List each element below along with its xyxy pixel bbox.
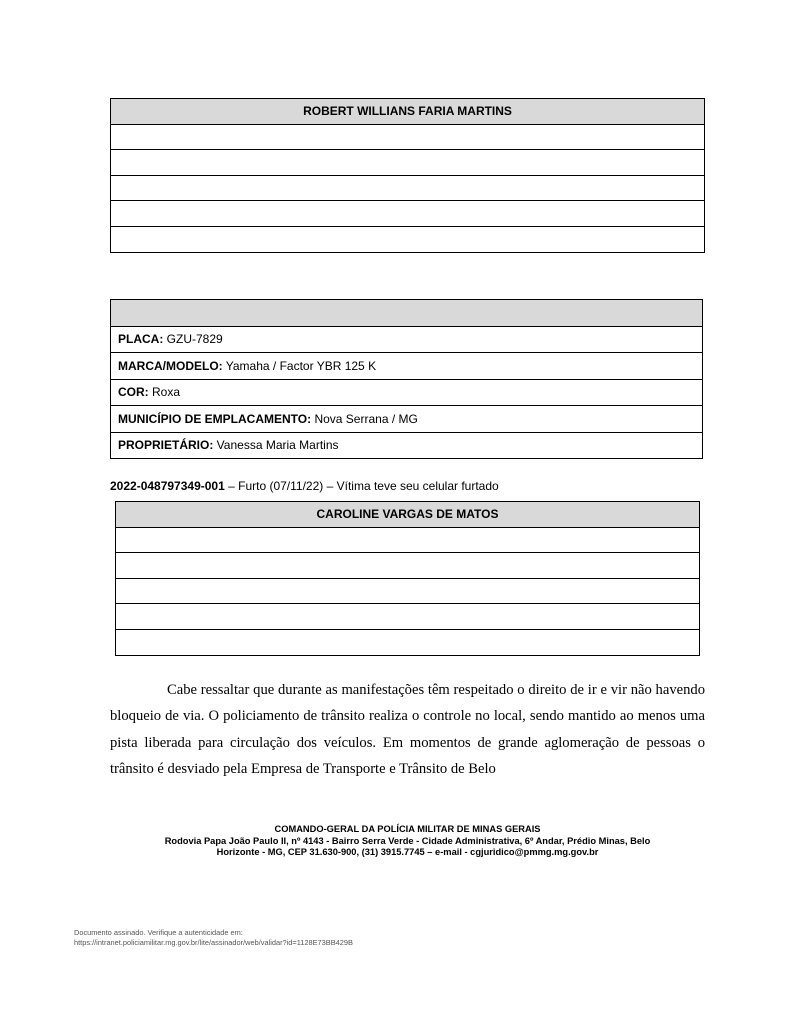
signature-validation-url[interactable]: https://intranet.policiamilitar.mg.gov.br/lite/assinador/web/validar?id=1128E73BB429B <box>74 937 353 947</box>
footer <box>100 824 715 859</box>
footer-title: COMANDO-GERAL DA POLÍCIA MILITAR DE MINAS GERAIS <box>274 824 541 834</box>
field-value: Yamaha / Factor YBR 125 K <box>222 358 377 373</box>
empty-row <box>111 124 705 150</box>
person-name-header: CAROLINE VARGAS DE MATOS <box>116 502 700 528</box>
person-name-header: ROBERT WILLIANS FARIA MARTINS <box>111 99 705 125</box>
empty-row <box>111 150 705 176</box>
field-label: MUNICÍPIO DE EMPLACAMENTO: <box>118 411 312 426</box>
empty-row <box>116 604 700 630</box>
empty-row <box>111 175 705 201</box>
occurrence-description: – Furto (07/11/22) – Vítima teve seu celular furtado <box>224 479 499 493</box>
empty-row <box>116 527 700 553</box>
footer-contact: Horizonte - MG, CEP 31.630-900, (31) 3915.7745 – e-mail - cgjuridico@pmmg.mg.gov.br <box>216 847 599 857</box>
vehicle-row-color <box>111 379 703 406</box>
vehicle-table <box>110 299 703 459</box>
field-label: MARCA/MODELO: <box>118 358 223 373</box>
person-table-caroline <box>115 501 700 656</box>
field-label: PLACA: <box>118 332 164 347</box>
occurrence-code: 2022-048797349-001 <box>110 479 225 493</box>
vehicle-row-model <box>111 353 703 380</box>
vehicle-row-plate <box>111 326 703 353</box>
field-label: COR: <box>118 385 149 400</box>
vehicle-row-municipality <box>111 406 703 433</box>
body-paragraph: Cabe ressaltar que durante as manifestações têm respeitado o direito de ir e vir não havendo bloqueio de via. O policiamento de trânsito realiza o controle no local, sendo mantido ao menos uma pista liberada para circulação dos veículos. Em momentos de grande aglomeração de pessoas o trânsito é desviado pela Empresa de Transporte e Trânsito de Belo <box>110 682 705 778</box>
field-label: PROPRIETÁRIO: <box>118 438 214 453</box>
empty-row <box>111 201 705 227</box>
field-value: Roxa <box>148 385 181 400</box>
occurrence-line <box>110 479 499 493</box>
vehicle-table-header <box>111 300 703 327</box>
empty-row <box>116 578 700 604</box>
vehicle-row-owner <box>111 432 703 459</box>
field-value: GZU-7829 <box>163 332 223 347</box>
field-value: Nova Serrana / MG <box>311 411 418 426</box>
empty-row <box>116 629 700 655</box>
empty-row <box>111 226 705 252</box>
signature-note <box>74 928 353 947</box>
footer-address: Rodovia Papa João Paulo II, nº 4143 - Bairro Serra Verde - Cidade Administrativa, 6º Andar, Prédio Minas, Belo <box>164 835 651 846</box>
empty-row <box>116 553 700 579</box>
field-value: Vanessa Maria Martins <box>213 438 339 453</box>
signature-note-text: Documento assinado. Verifique a autenticidade em: <box>74 928 243 937</box>
person-table-robert <box>110 98 705 253</box>
